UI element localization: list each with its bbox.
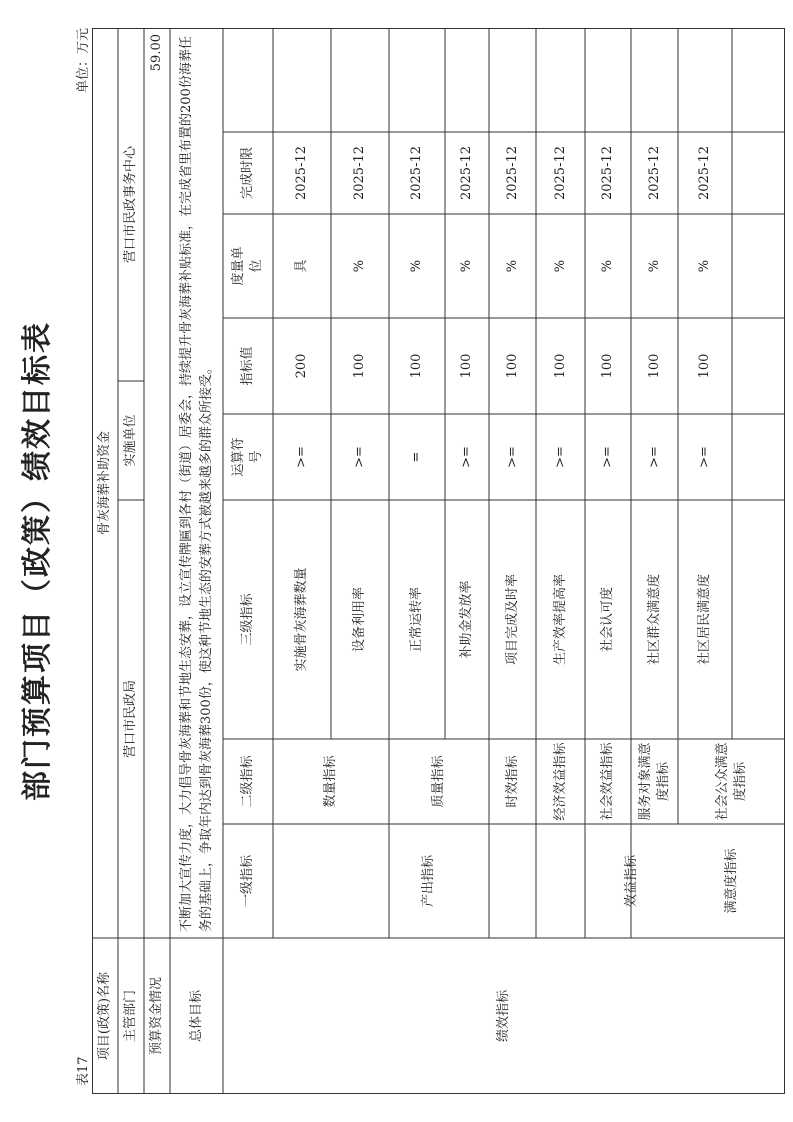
group-output: 产出指标 [421,855,437,908]
indicator-value: 100 [696,353,712,379]
group-benefit: 效益指标 [623,855,639,908]
indicator-unit: % [504,259,520,273]
group-economic: 经济效益指标 [552,742,568,821]
header-unit: 度量单位 [231,246,264,286]
indicator-operator: >= [352,446,368,468]
indicator-operator: >= [696,446,712,468]
indicator-value: 100 [409,353,425,379]
indicator-name: 项目完成及时率 [504,574,520,666]
indicator-operator: >= [294,446,310,468]
goal-label: 总体目标 [188,990,204,1043]
indicator-value: 100 [600,353,616,379]
indicator-name: 社区居民满意度 [696,574,712,666]
indicator-unit: % [600,259,616,273]
indicator-operator: = [409,451,425,463]
group-quality: 质量指标 [431,755,447,808]
impl-label: 实施单位 [123,414,139,467]
indicator-name: 设备利用率 [352,587,368,653]
indicator-unit: % [352,259,368,273]
indicator-operator: >= [600,446,616,468]
indicator-unit: % [552,259,568,273]
funds-value: 59.00 [149,34,165,72]
dept-value: 营口市民政局 [123,680,139,759]
indicator-unit: % [459,259,475,273]
indicator-name: 生产效率提高率 [552,574,568,666]
indicator-value: 100 [504,353,520,379]
indicator-value: 100 [646,353,662,379]
indicator-deadline: 2025-12 [504,145,520,201]
indicator-value: 200 [294,353,310,379]
unit-label: 单位： [76,54,91,94]
group-quantity: 数量指标 [323,755,339,808]
table-number: 表17 [76,1056,91,1086]
indicator-deadline: 2025-12 [696,145,712,201]
impl-value: 营口市民政事务中心 [123,146,139,264]
indicator-deadline: 2025-12 [600,145,616,201]
header-operator: 运算符号 [231,437,264,477]
indicator-operator: >= [504,446,520,468]
indicator-value: 100 [352,353,368,379]
indicator-unit: % [696,259,712,273]
indicator-operator: >= [459,446,475,468]
indicator-name: 社会认可度 [600,587,616,653]
header-level3: 三级指标 [240,593,256,646]
unit-note [72,28,91,93]
indicator-operator: >= [552,446,568,468]
group-service-obj: 服务对象满意度指标 [637,742,671,821]
indicator-name: 社区群众满意度 [646,574,662,666]
header-level1: 一级指标 [240,855,256,908]
indicator-deadline: 2025-12 [646,145,662,201]
header-level2: 二级指标 [240,755,256,808]
group-public: 社会公众满意度指标 [714,742,748,821]
goal-text: 不断加大宣传力度，大力倡导骨灰海葬和节地生态安葬，设立宣传牌匾到各村（街道）居委会，持续提升骨灰海葬补贴标准，在完成省里布置的200份海葬任务的基础上，争取年内达到骨灰海葬300份，使这种节地生态的安葬方式被越来越多的群众所接受。 [179,36,214,932]
indicator-unit: % [409,259,425,273]
indicator-operator: >= [646,446,662,468]
indicator-unit: 具 [294,259,310,273]
perf-label: 绩效指标 [496,990,512,1043]
group-timeliness: 时效指标 [504,755,520,808]
page-title: 部门预算项目（政策）绩效目标表 [20,321,55,801]
indicator-deadline: 2025-12 [294,145,310,201]
indicator-name: 正常运转率 [409,587,425,653]
indicator-unit: % [646,259,662,273]
group-satisfaction: 满意度指标 [723,848,739,914]
group-social: 社会效益指标 [600,742,616,821]
header-blank [223,28,273,132]
indicator-deadline: 2025-12 [459,145,475,201]
indicator-deadline: 2025-12 [552,145,568,201]
dept-label: 主管部门 [123,990,139,1043]
unit-value: 万元 [76,28,91,55]
indicator-deadline: 2025-12 [409,145,425,201]
indicator-deadline: 2025-12 [352,145,368,201]
performance-table [92,28,785,1094]
funds-label: 预算资金情况 [149,977,165,1056]
project-name-label: 项目(政策)名称 [97,971,113,1061]
indicator-value: 100 [552,353,568,379]
indicator-name: 实施骨灰海葬数量 [294,567,310,672]
indicator-name: 补助金发放率 [459,580,475,659]
header-target: 指标值 [240,346,256,386]
indicator-value: 100 [459,353,475,379]
header-deadline: 完成时限 [240,147,256,200]
project-name-value: 骨灰海葬补助资金 [97,431,113,536]
